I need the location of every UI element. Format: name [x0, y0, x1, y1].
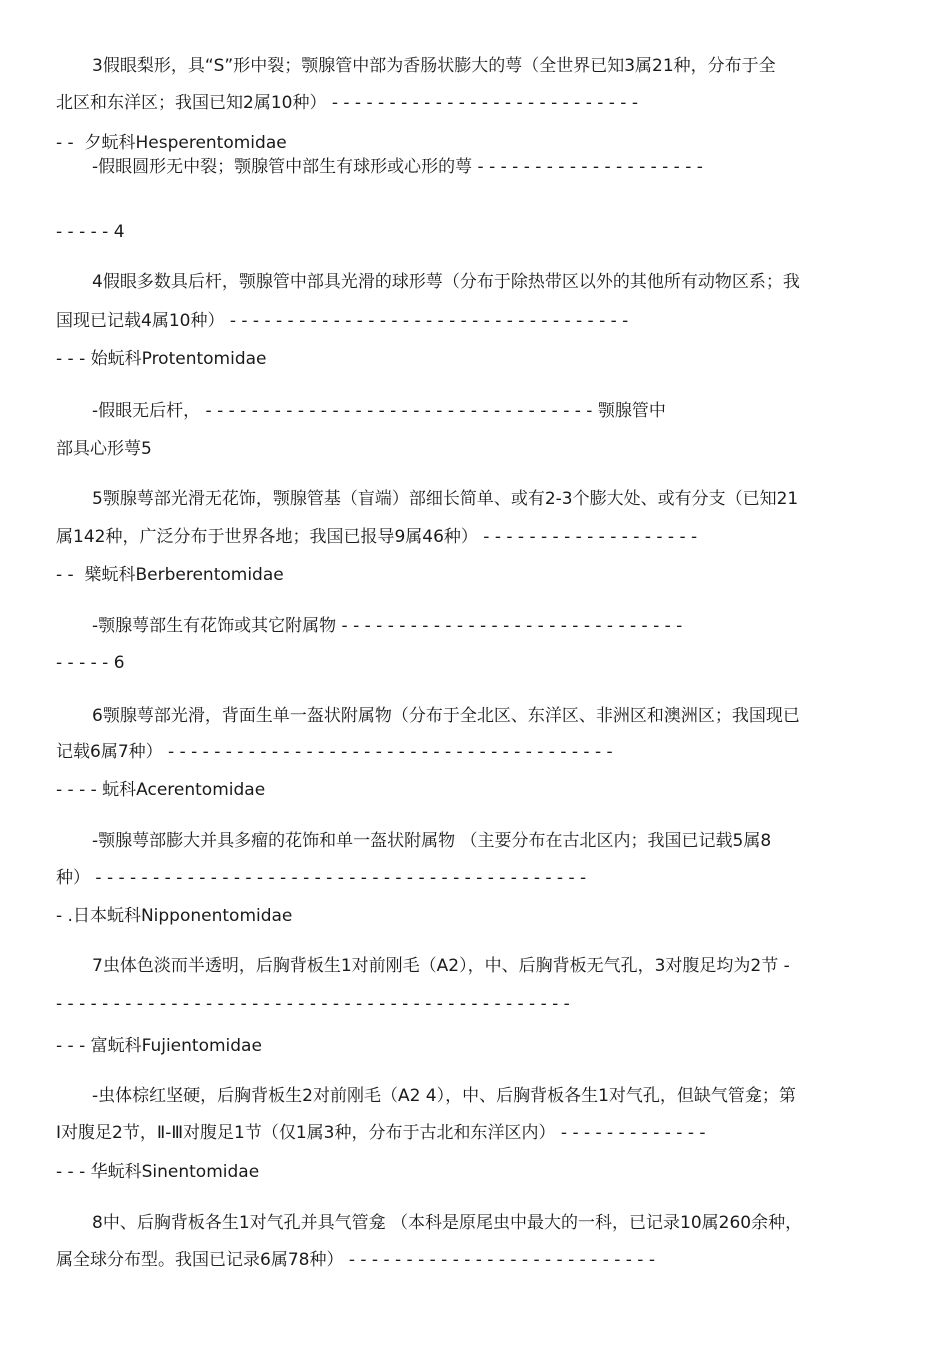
text-line: 部具心形萼5	[56, 439, 152, 459]
text-line: -颚腺萼部膨大并具多瘤的花饰和单一盔状附属物 （主要分布在古北区内；我国已记载5属8	[92, 831, 772, 851]
text-line: 8中、后胸背板各生1对气孔并具气管龛 （本科是原尾虫中最大的一科，已记录10属260余种，	[92, 1213, 803, 1233]
text-line: - - - 始蚖科Protentomidae	[56, 349, 267, 369]
text-line: 4假眼多数具后杆，颚腺管中部具光滑的球形萼（分布于除热带区以外的其他所有动物区系；我	[92, 272, 800, 292]
text-line: 记载6属7种） - - - - - - - - - - - - - - - - - - - - - - - - - - - - - - - - - - - - - - -	[56, 742, 613, 762]
text-line: Ⅰ对腹足2节，Ⅱ-Ⅲ对腹足1节（仅1属3种，分布于古北和东洋区内） - - - - - - - - - - - - -	[56, 1123, 706, 1143]
text-line: - - - 富蚖科Fujientomidae	[56, 1036, 262, 1056]
text-line: - - 夕蚖科Hesperentomidae	[56, 133, 287, 153]
text-line: 6颚腺萼部光滑，背面生单一盔状附属物（分布于全北区、东洋区、非洲区和澳洲区；我国现已	[92, 706, 800, 726]
text-line: 5颚腺萼部光滑无花饰，颚腺管基（盲端）部细长简单、或有2-3个膨大处、或有分支（已知21	[92, 489, 799, 509]
text-line: - - - - - - - - - - - - - - - - - - - - - - - - - - - - - - - - - - - - - - - - - - - - -	[56, 994, 570, 1014]
text-line: 7虫体色淡而半透明，后胸背板生1对前刚毛（A2），中、后胸背板无气孔，3对腹足均为2节 -	[92, 956, 790, 976]
text-line: - - - - - 6	[56, 653, 125, 673]
text-line: - - - 华蚖科Sinentomidae	[56, 1162, 260, 1182]
text-line: -虫体棕红坚硬，后胸背板生2对前刚毛（A2 4），中、后胸背板各生1对气孔，但缺气管龛；第	[92, 1086, 796, 1106]
text-line: -颚腺萼部生有花饰或其它附属物 - - - - - - - - - - - - - - - - - - - - - - - - - - - - - -	[92, 616, 683, 636]
text-line: 3假眼梨形，具“S”形中裂；颚腺管中部为香肠状膨大的萼（全世界已知3属21种，分布于全	[92, 56, 776, 76]
text-line: 种） - - - - - - - - - - - - - - - - - - - - - - - - - - - - - - - - - - - - - - - - - - -	[56, 868, 587, 888]
text-line: 国现已记载4属10种） - - - - - - - - - - - - - - - - - - - - - - - - - - - - - - - - - - -	[56, 311, 629, 331]
text-line: -假眼圆形无中裂；颚腺管中部生有球形或心形的萼 - - - - - - - - - - - - - - - - - - - -	[92, 157, 703, 177]
text-line: 属142种，广泛分布于世界各地；我国已报导9属46种） - - - - - - - - - - - - - - - - - - -	[56, 527, 698, 547]
text-line: - - 檗蚖科Berberentomidae	[56, 565, 284, 585]
text-line: - - - - 蚖科Acerentomidae	[56, 780, 266, 800]
text-line: 属全球分布型。我国已记录6属78种） - - - - - - - - - - - - - - - - - - - - - - - - - - -	[56, 1250, 655, 1270]
text-line: - .日本蚖科Nipponentomidae	[56, 906, 293, 926]
text-line: - - - - - 4	[56, 222, 125, 242]
text-line: 北区和东洋区；我国已知2属10种） - - - - - - - - - - - - - - - - - - - - - - - - - - -	[56, 93, 638, 113]
text-line: -假眼无后杆， - - - - - - - - - - - - - - - - - - - - - - - - - - - - - - - - - - 颚腺管中	[92, 401, 666, 421]
